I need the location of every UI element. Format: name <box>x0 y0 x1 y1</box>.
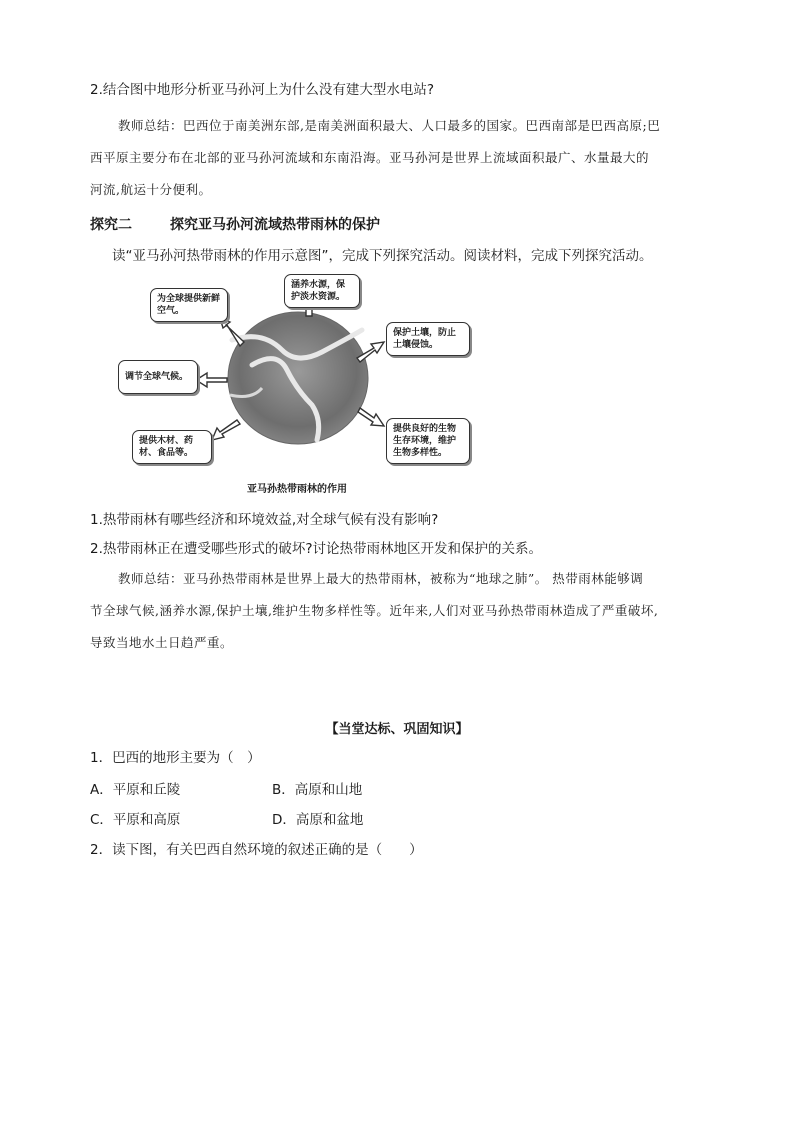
summary-line: 西平原主要分布在北部的亚马孙河流域和东南沿海。亚马孙河是世界上流域面积最广、水量最大的 <box>90 150 650 165</box>
summary-line: 导致当地水土日趋严重。 <box>90 635 234 650</box>
summary-line: 巴西位于南美洲东部,是南美洲面积最大、人口最多的国家。巴西南部是巴西高原;巴 <box>183 118 661 133</box>
teacher-summary-brazil <box>90 110 700 206</box>
forest-photo <box>228 312 368 444</box>
arrow-resources <box>212 420 240 440</box>
box-climate: 调节全球气候。 <box>118 360 198 394</box>
rainforest-diagram <box>112 270 482 500</box>
option-d: D．高原和盆地 <box>272 812 364 828</box>
practice-title: 【当堂达标、巩固知识】 <box>325 722 469 737</box>
box-water: 涵养水源，保护淡水资源。 <box>284 274 360 308</box>
arrow-biodiversity <box>358 408 384 426</box>
option-a: A．平原和丘陵 <box>90 782 181 798</box>
arrow-climate <box>196 373 227 387</box>
summary-line: 节全球气候,涵养水源,保护土壤,维护生物多样性等。近年来,人们对亚马孙热带雨林造成了严重破坏, <box>90 603 659 618</box>
option-c: C．平原和高原 <box>90 812 181 828</box>
summary-line: 亚马孙热带雨林是世界上最大的热带雨林，被称为“地球之肺”。 热带雨林能够调 <box>183 571 644 586</box>
box-resources: 提供木材、药材、食品等。 <box>132 430 212 464</box>
option-b: B．高原和山地 <box>272 782 363 798</box>
diagram-caption: 亚马孙热带雨林的作用 <box>247 484 347 495</box>
box-biodiversity: 提供良好的生物生存环境，维护生物多样性。 <box>386 418 470 464</box>
section-number: 探究二 <box>90 217 132 233</box>
box-soil: 保护土壤，防止土壤侵蚀。 <box>386 322 470 356</box>
exercise-1-question: 1．巴西的地形主要为（ ） <box>90 750 261 766</box>
box-fresh-air: 为全球提供新鲜空气。 <box>150 288 228 322</box>
summary-label: 教师总结： <box>118 571 184 586</box>
question-1: 1.热带雨林有哪些经济和环境效益,对全球气候有没有影响? <box>90 512 439 528</box>
question-hydropower: 2.结合图中地形分析亚马孙河上为什么没有建大型水电站? <box>90 82 435 98</box>
question-2: 2.热带雨林正在遭受哪些形式的破坏?讨论热带雨林地区开发和保护的关系。 <box>90 541 543 557</box>
exercise-2-question: 2．读下图，有关巴西自然环境的叙述正确的是（ ） <box>90 842 423 858</box>
section-title: 探究亚马孙河流域热带雨林的保护 <box>170 217 380 233</box>
section-heading <box>90 214 380 234</box>
summary-label: 教师总结： <box>118 118 184 133</box>
reading-instruction: 读“亚马孙河热带雨林的作用示意图”，完成下列探究活动。阅读材料，完成下列探究活动。 <box>112 248 653 264</box>
teacher-summary-rainforest <box>90 563 700 659</box>
summary-line: 河流,航运十分便利。 <box>90 182 212 197</box>
